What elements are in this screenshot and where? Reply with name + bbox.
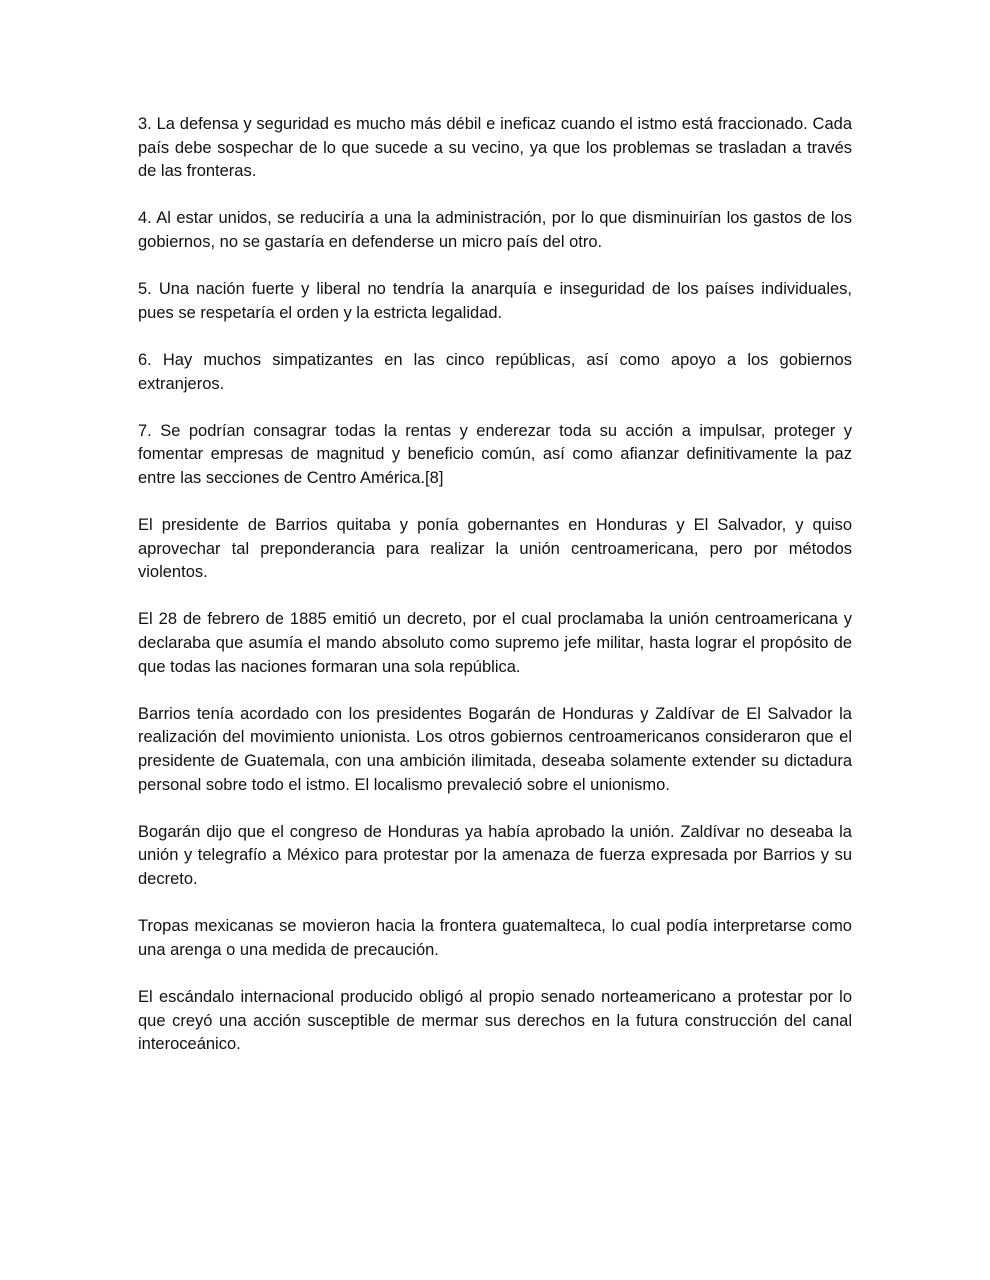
paragraph-point-3: 3. La defensa y seguridad es mucho más débil e ineficaz cuando el istmo está fraccionado. Cada país debe sospechar de lo que sucede a su vecino, ya que los problemas se trasladan a través de las fronteras. xyxy=(138,115,852,181)
paragraph-tropas-mexicanas: Tropas mexicanas se movieron hacia la frontera guatemalteca, lo cual podía interpretarse como una arenga o una medida de precaución. xyxy=(138,917,852,959)
paragraph-point-5: 5. Una nación fuerte y liberal no tendría la anarquía e inseguridad de los países individuales, pues se respetaría el orden y la estricta legalidad. xyxy=(138,280,852,322)
paragraph-point-6: 6. Hay muchos simpatizantes en las cinco repúblicas, así como apoyo a los gobiernos extranjeros. xyxy=(138,350,852,393)
paragraph-escandalo-internacional: El escándalo internacional producido obligó al propio senado norteamericano a protestar por lo que creyó una acción susceptible de mermar sus derechos en la futura construcción del canal interoceánico. xyxy=(138,987,852,1054)
paragraph-point-7: 7. Se podrían consagrar todas la rentas y enderezar toda su acción a impulsar, proteger y fomentar empresas de magnitud y beneficio común, así como afianzar definitivamente la paz entre las secciones de Centro América.[8] xyxy=(138,421,852,487)
paragraph-bogaran-zaldivar: Bogarán dijo que el congreso de Honduras ya había aprobado la unión. Zaldívar no deseaba la unión y telegrafío a México para protestar por la amenaza de fuerza expresada por Barrios y su decreto. xyxy=(138,822,852,888)
paragraph-point-4: 4. Al estar unidos, se reduciría a una la administración, por lo que disminuirían los gastos de los gobiernos, no se gastaría en defenderse un micro país del otro. xyxy=(138,209,852,251)
paragraph-decreto-1885: El 28 de febrero de 1885 emitió un decreto, por el cual proclamaba la unión centroamericana y declaraba que asumía el mando absoluto como supremo jefe militar, hasta lograr el propósito de que todas las naciones formaran una sola república. xyxy=(138,610,852,676)
document-page xyxy=(138,113,852,1080)
paragraph-acuerdo-presidentes: Barrios tenía acordado con los presidentes Bogarán de Honduras y Zaldívar de El Salvador la realización del movimiento unionista. Los otros gobiernos centroamericanos consideraron que el presidente de Guatemala, con una ambición ilimitada, deseaba solamente extender su dictadura personal sobre todo el istmo. El localismo prevaleció sobre el unionismo. xyxy=(138,704,852,794)
paragraph-barrios-presidente: El presidente de Barrios quitaba y ponía gobernantes en Honduras y El Salvador, y quiso aprovechar tal preponderancia para realizar la unión centroamericana, pero por métodos violentos. xyxy=(138,516,852,582)
